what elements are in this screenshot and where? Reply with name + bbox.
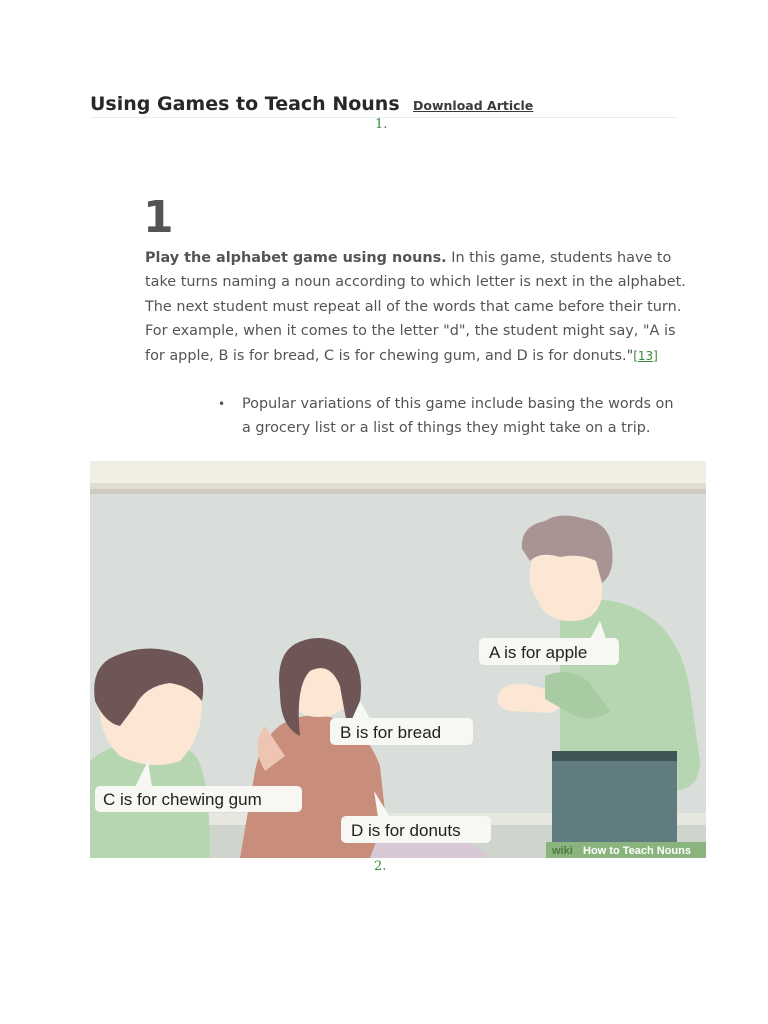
bubble-gum-text: C is for chewing gum [103, 790, 262, 809]
step-1-paragraph [145, 246, 690, 368]
step-number: 1 [143, 192, 174, 243]
step-1-anchor-link[interactable]: 1. [375, 117, 388, 132]
step-2-anchor-link[interactable]: 2. [374, 859, 387, 874]
watermark-text: How to Teach Nouns [583, 845, 691, 857]
bubble-apple-text: A is for apple [489, 643, 588, 662]
bullet-item: • Popular variations of this game include basing the words on a grocery list or a list of things they might take on a trip. [218, 392, 678, 441]
watermark-brand: wiki [552, 845, 573, 857]
illustration-scene [90, 461, 706, 858]
bubble-bread-text: B is for bread [340, 723, 442, 742]
download-article-link[interactable]: Download Article [413, 98, 534, 113]
step-1-bullets [218, 392, 678, 441]
boy-figure [90, 649, 210, 859]
wikihow-watermark [546, 842, 706, 858]
citation-link[interactable]: [13] [633, 348, 658, 363]
step-1-lead: Play the alphabet game using nouns. [145, 250, 447, 266]
article-title: Using Games to Teach Nouns [90, 93, 400, 115]
step-1-body: In this game, students have to take turns naming a noun according to which letter is next in the alphabet. The next student must repeat all of the words that came before their turn. For example, when it comes to the letter "d", the student might say, "A is for apple, B is for bread, C is for chewing gum, and D is for donuts." [145, 250, 686, 364]
article-header [90, 92, 678, 118]
step-1-illustration [90, 461, 706, 858]
bubble-donuts-text: D is for donuts [351, 821, 461, 840]
